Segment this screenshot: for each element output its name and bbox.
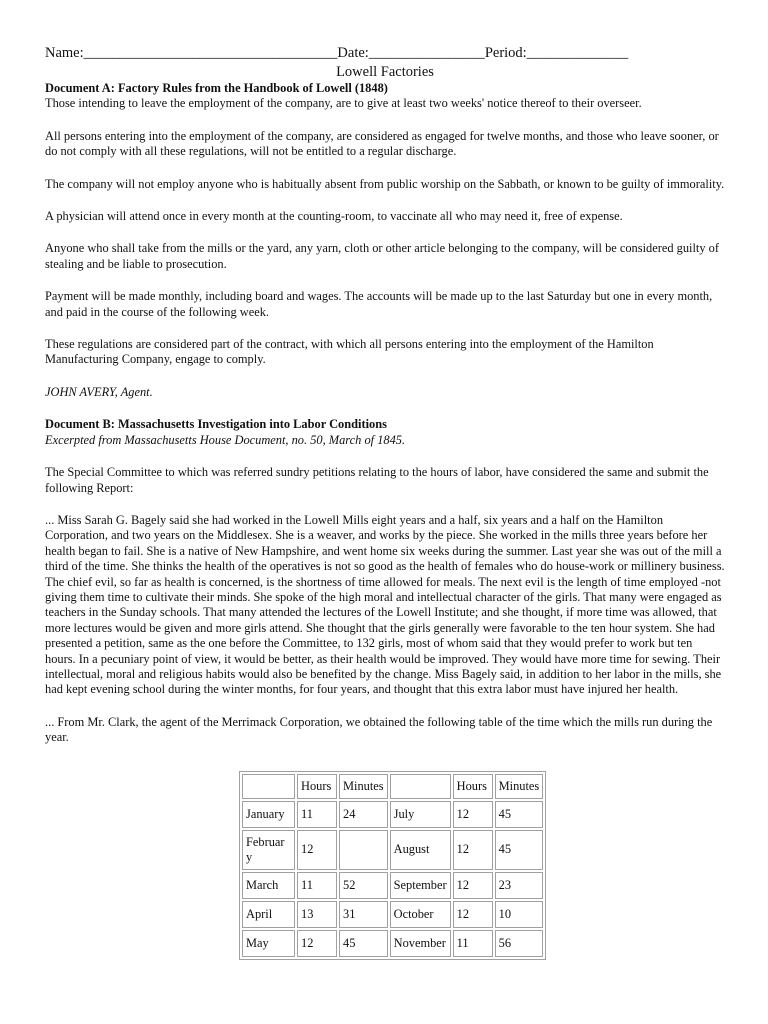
doc-a-rule-1: Those intending to leave the employment of the company, are to give at least two weeks' notice thereof to their overseer. <box>45 96 642 111</box>
table-cell: November <box>390 930 451 957</box>
table-cell: 12 <box>297 930 337 957</box>
table-cell: 52 <box>339 872 388 899</box>
doc-a-rule-4: A physician will attend once in every month at the counting-room, to vaccinate all who may need it, free of expense. <box>45 209 623 224</box>
table-cell: August <box>390 830 451 870</box>
table-header-cell: Hours <box>453 774 493 799</box>
table-cell: 56 <box>495 930 544 957</box>
page-title: Lowell Factories <box>336 64 434 80</box>
table-cell: October <box>390 901 451 928</box>
table-cell: 10 <box>495 901 544 928</box>
table-cell: May <box>242 930 295 957</box>
table-cell: 13 <box>297 901 337 928</box>
table-cell: 45 <box>495 801 544 828</box>
doc-a-rule-6: Payment will be made monthly, including board and wages. The accounts will be made up to the last Saturday but one in every month, and paid in the course of the following week. <box>45 289 713 319</box>
mill-hours-table <box>239 771 546 960</box>
table-header-cell: Minutes <box>495 774 544 799</box>
doc-b-intro: The Special Committee to which was referred sundry petitions relating to the hours of labor, have considered the same and submit the following Report: <box>45 465 709 495</box>
table-cell: 11 <box>453 930 493 957</box>
doc-a-signature: JOHN AVERY, Agent. <box>45 384 153 399</box>
table-header-cell: Minutes <box>339 774 388 799</box>
doc-a-heading: Document A: Factory Rules from the Handbook of Lowell (1848) <box>45 81 388 95</box>
table-row <box>242 930 543 957</box>
table-cell: 24 <box>339 801 388 828</box>
table-cell: 31 <box>339 901 388 928</box>
period-field-label: Period:______________ <box>484 45 629 61</box>
table-cell: 23 <box>495 872 544 899</box>
date-field-label: Date:________________ <box>337 45 485 61</box>
table-row <box>242 830 543 870</box>
header-fields <box>45 44 725 62</box>
doc-a-rule-2: All persons entering into the employment of the company, are considered as engaged for twelve months, and those who leave sooner, or do not comply with all these regulations, will not be entitled to a regular discharge. <box>45 128 719 159</box>
table-header-row <box>242 774 543 799</box>
table-cell: January <box>242 801 295 828</box>
table-header-cell: Hours <box>297 774 337 799</box>
doc-b-clark: ... From Mr. Clark, the agent of the Merrimack Corporation, we obtained the following table of the time which the mills run during the year. <box>45 714 713 745</box>
table-cell: 11 <box>297 872 337 899</box>
worksheet-page <box>45 44 725 960</box>
table-cell: 12 <box>453 901 493 928</box>
table-cell: September <box>390 872 451 899</box>
doc-b-testimony: ... Miss Sarah G. Bagely said she had worked in the Lowell Mills eight years and a half, six years and a half on the Hamilton Corporation, and two years on the Middlesex. She is a weaver, and works by the piece. She worked in the mills three years before her health began to fail. She is a native of New Hampshire, and went home six weeks during the summer. Last year she was out of the mill a third of the time. She thinks the health of the operatives is not so good as the health of females who do house-work or millinery business. The chief evil, so far as health is concerned, is the shortness of time allowed for meals. The next evil is the length of time employed -not giving them time to cultivate their minds. She spoke of the high moral and intellectual character of the girls. That many were engaged as teachers in the Sunday schools. That many attended the lectures of the Lowell Institute; and she thought, if more time was allowed, that more lectures would be given and more girls attend. She thought that the girls generally were favorable to the ten hour system. She had presented a petition, same as the one before the Committee, to 132 girls, most of whom said that they would prefer to work but ten hours. In a pecuniary point of view, it would be better, as their health would be improved. They would have more time for sewing. Their intellectual, moral and religious habits would also be benefited by the change. Miss Bagely said, in addition to her labor in the mills, she had kept evening school during the winter months, for four years, and thought that this extra labor must have injured her health. <box>45 512 725 697</box>
table-header-cell <box>242 774 295 799</box>
table-cell: 45 <box>495 830 544 870</box>
table-cell: Februar y <box>242 830 295 870</box>
table-cell: April <box>242 901 295 928</box>
table-header-cell <box>390 774 451 799</box>
table-cell <box>339 830 388 870</box>
table-cell: March <box>242 872 295 899</box>
doc-a-rule-5: Anyone who shall take from the mills or the yard, any yarn, cloth or other article belonging to the company, will be considered guilty of stealing and be liable to prosecution. <box>45 241 719 271</box>
doc-a-rule-3: The company will not employ anyone who is habitually absent from public worship on the Sabbath, or known to be guilty of immorality. <box>45 176 725 191</box>
table-cell: July <box>390 801 451 828</box>
table-row <box>242 801 543 828</box>
table-row <box>242 872 543 899</box>
doc-b-source: Excerpted from Massachusetts House Document, no. 50, March of 1845. <box>45 432 406 447</box>
table-cell: 45 <box>339 930 388 957</box>
name-field-label: Name:___________________________________ <box>45 45 338 61</box>
table-cell: 12 <box>453 830 493 870</box>
table-cell: 11 <box>297 801 337 828</box>
doc-a-rule-7: These regulations are considered part of the contract, with which all persons entering into the employment of the Hamilton Manufacturing Company, engage to comply. <box>45 337 654 367</box>
table-row <box>242 901 543 928</box>
table-cell: 12 <box>297 830 337 870</box>
table-cell: 12 <box>453 872 493 899</box>
table-cell: 12 <box>453 801 493 828</box>
doc-b-heading: Document B: Massachusetts Investigation into Labor Conditions <box>45 417 387 432</box>
